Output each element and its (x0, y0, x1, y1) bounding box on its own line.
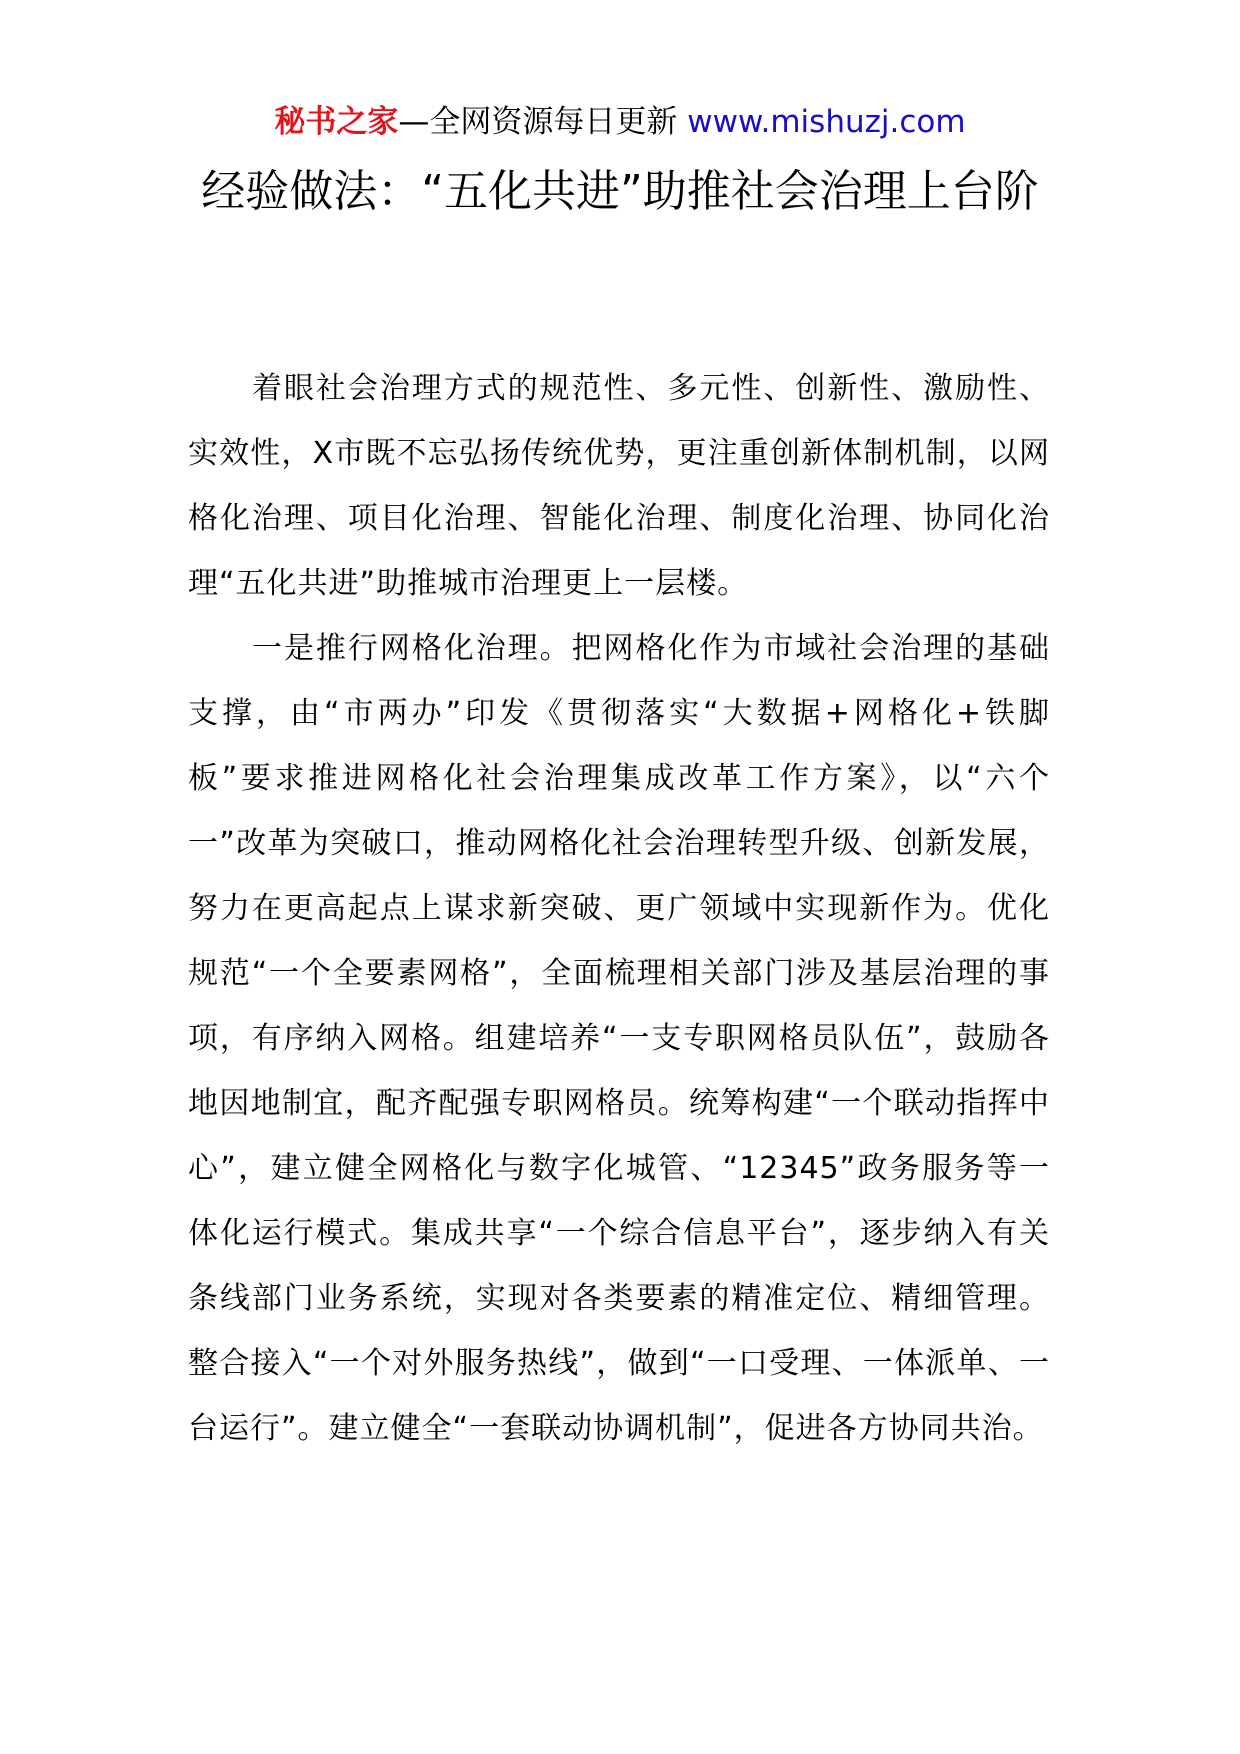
document-title: 经验做法：“五化共进”助推社会治理上台阶 (201, 166, 1039, 217)
site-url-link[interactable]: www.mishuzj.com (687, 104, 966, 140)
body-paragraph-intro: 着眼社会治理方式的规范性、多元性、创新性、激励性、实效性，X市既不忘弘扬传统优势，更注重创新体制机制，以网格化治理、项目化治理、智能化治理、制度化治理、协同化治理“五化共进”助推城市治理更上一层楼。 (188, 371, 1050, 601)
document-body (188, 356, 1050, 1461)
header-tagline: —全网资源每日更新 (398, 104, 678, 140)
body-paragraph-grid-governance: 一是推行网格化治理。把网格化作为市域社会治理的基础支撑，由“市两办”印发《贯彻落实“大数据+网格化+铁脚板”要求推进网格化社会治理集成改革工作方案》，以“六个一”改革为突破口，推动网格化社会治理转型升级、创新发展，努力在更高起点上谋求新突破、更广领域中实现新作为。优化规范“一个全要素网格”，全面梳理相关部门涉及基层治理的事项，有序纳入网格。组建培养“一支专职网格员队伍”，鼓励各地因地制宜，配齐配强专职网格员。统筹构建“一个联动指挥中心”，建立健全网格化与数字化城管、“12345”政务服务等一体化运行模式。集成共享“一个综合信息平台”，逐步纳入有关条线部门业务系统，实现对各类要素的精准定位、精细管理。整合接入“一个对外服务热线”，做到“一口受理、一体派单、一台运行”。建立健全“一套联动协调机制”，促进各方协同共治。 (188, 631, 1050, 1446)
site-header (0, 100, 1240, 144)
brand-name: 秘书之家 (274, 104, 399, 140)
